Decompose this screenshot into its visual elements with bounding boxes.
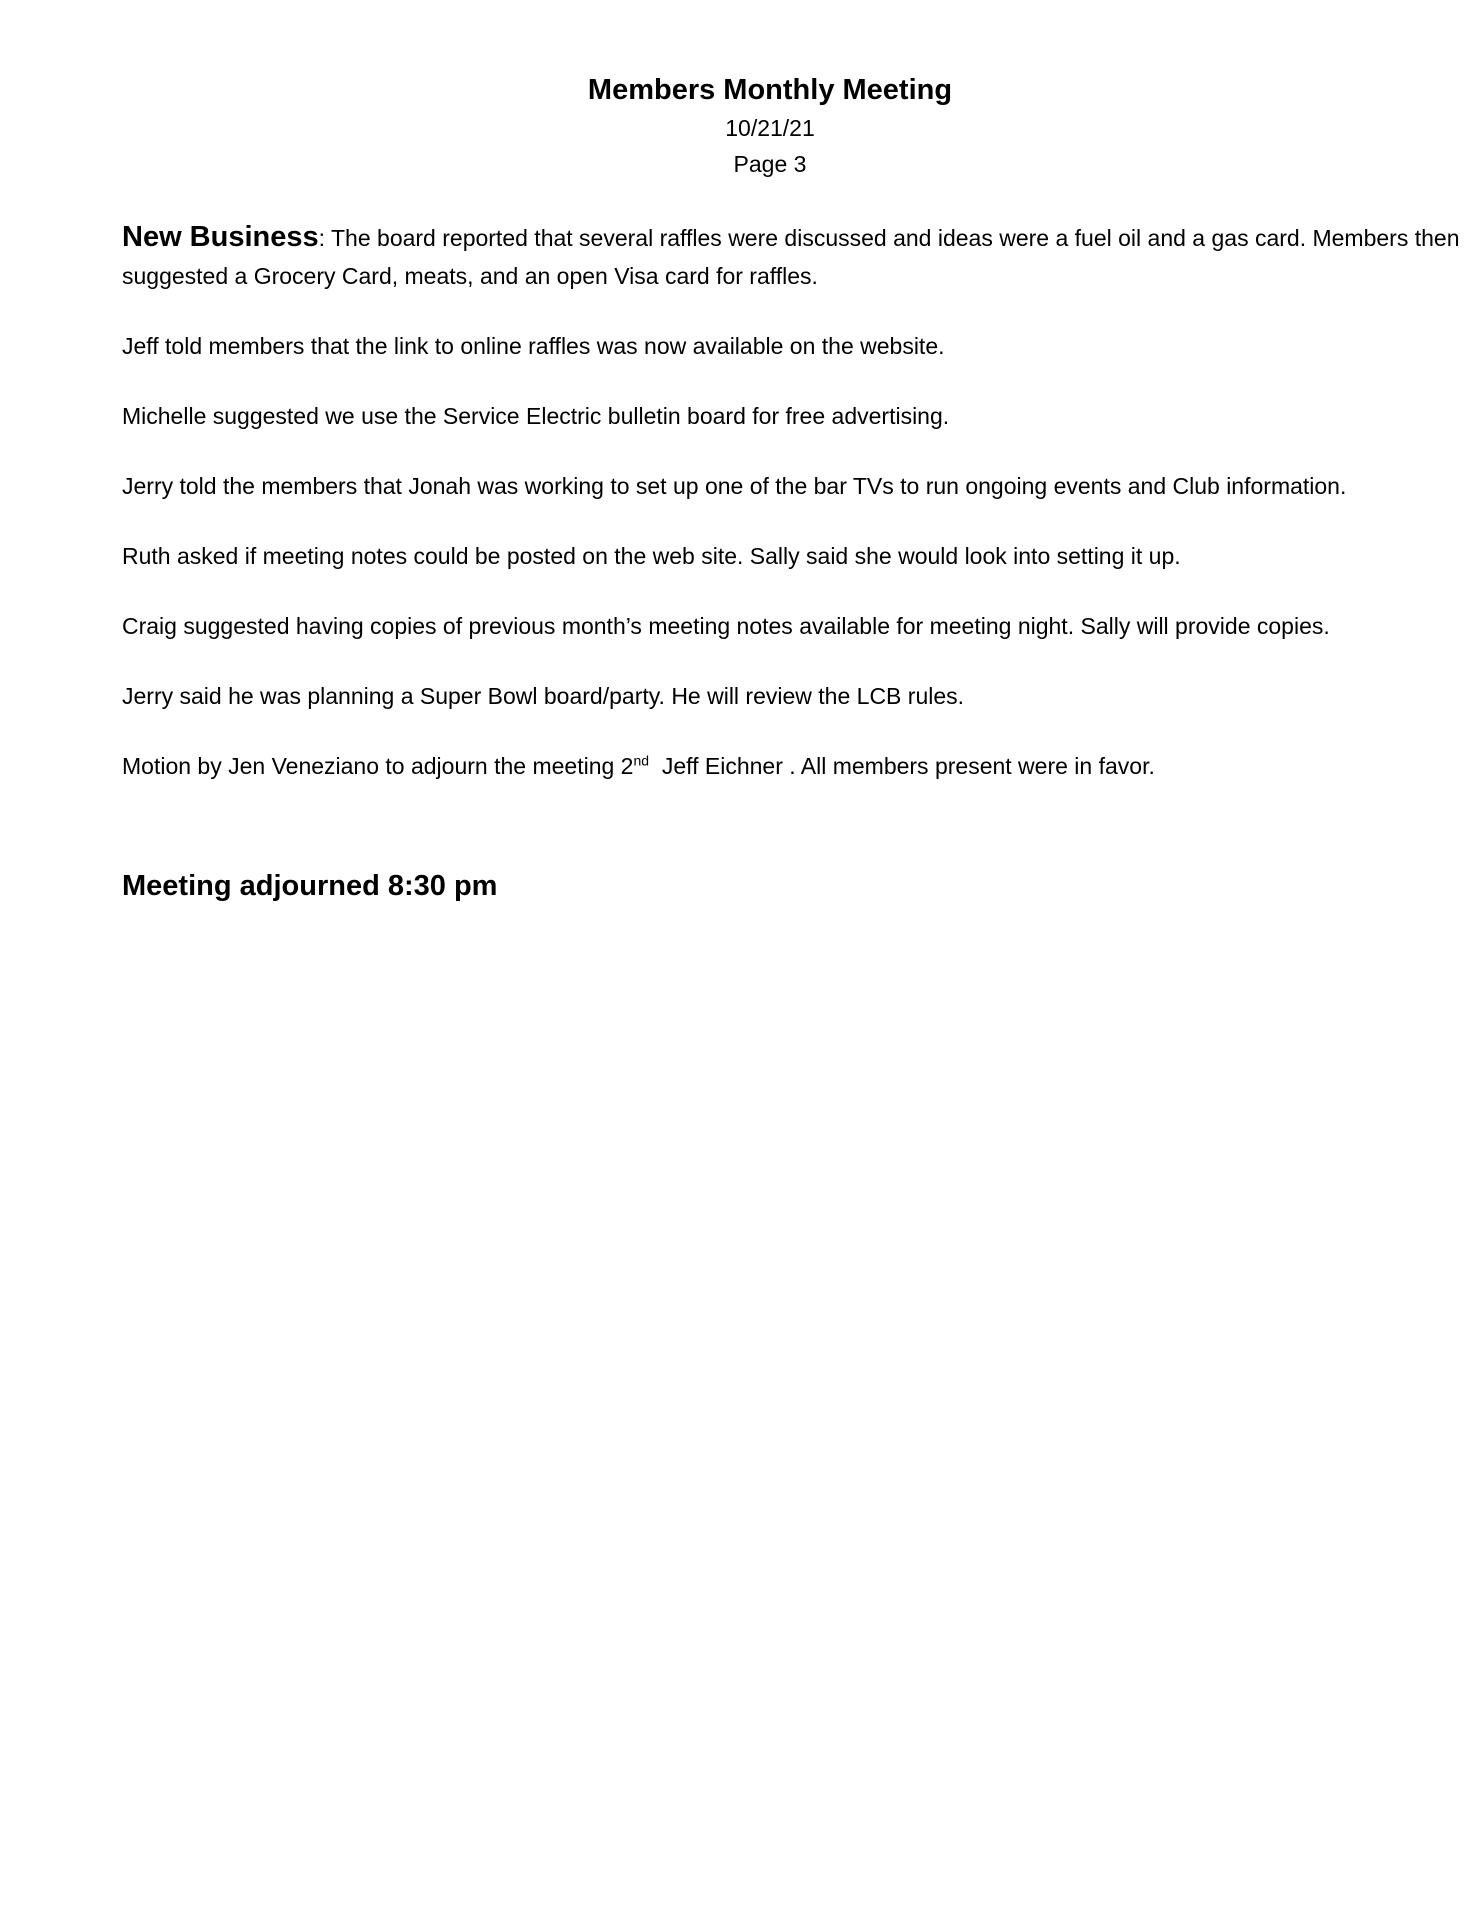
motion-paragraph [122, 747, 1462, 785]
minutes-paragraph-raffles-link: Jeff told members that the link to online raffles was now available on the website. [122, 333, 945, 359]
minutes-paragraph-super-bowl: Jerry said he was planning a Super Bowl board/party. He will review the LCB rules. [122, 683, 965, 709]
adjournment-heading: Meeting adjourned 8:30 pm [122, 870, 498, 902]
motion-text-start: Motion by Jen Veneziano to adjourn the meeting 2 [122, 753, 634, 779]
page-number: Page 3 [733, 151, 807, 177]
minutes-paragraph-copies: Craig suggested having copies of previous month’s meeting notes available for meeting night. Sally will provide copies. [122, 613, 1330, 639]
minutes-paragraph-meeting-notes: Ruth asked if meeting notes could be posted on the web site. Sally said she would look into setting it up. [122, 543, 1181, 569]
new-business-label: New Business [122, 221, 319, 253]
meeting-date: 10/21/21 [725, 115, 815, 141]
motion-ordinal-suffix: nd [633, 752, 650, 769]
new-business-text: : The board reported that several raffles were discussed and ideas were a fuel oil and a gas card. Members then suggested a Grocery Card, meats, and an open Visa card for raffles. [122, 225, 1460, 289]
document-header [0, 70, 1484, 182]
document-title: Members Monthly Meeting [587, 74, 953, 106]
minutes-paragraph-bar-tvs: Jerry told the members that Jonah was working to set up one of the bar TVs to run ongoing events and Club information. [122, 473, 1347, 499]
motion-text-end: Jeff Eichner . All members present were in favor. [649, 753, 1155, 779]
new-business-paragraph [122, 218, 1462, 295]
minutes-body [122, 218, 1462, 785]
minutes-paragraph-advertising: Michelle suggested we use the Service Electric bulletin board for free advertising. [122, 403, 950, 429]
